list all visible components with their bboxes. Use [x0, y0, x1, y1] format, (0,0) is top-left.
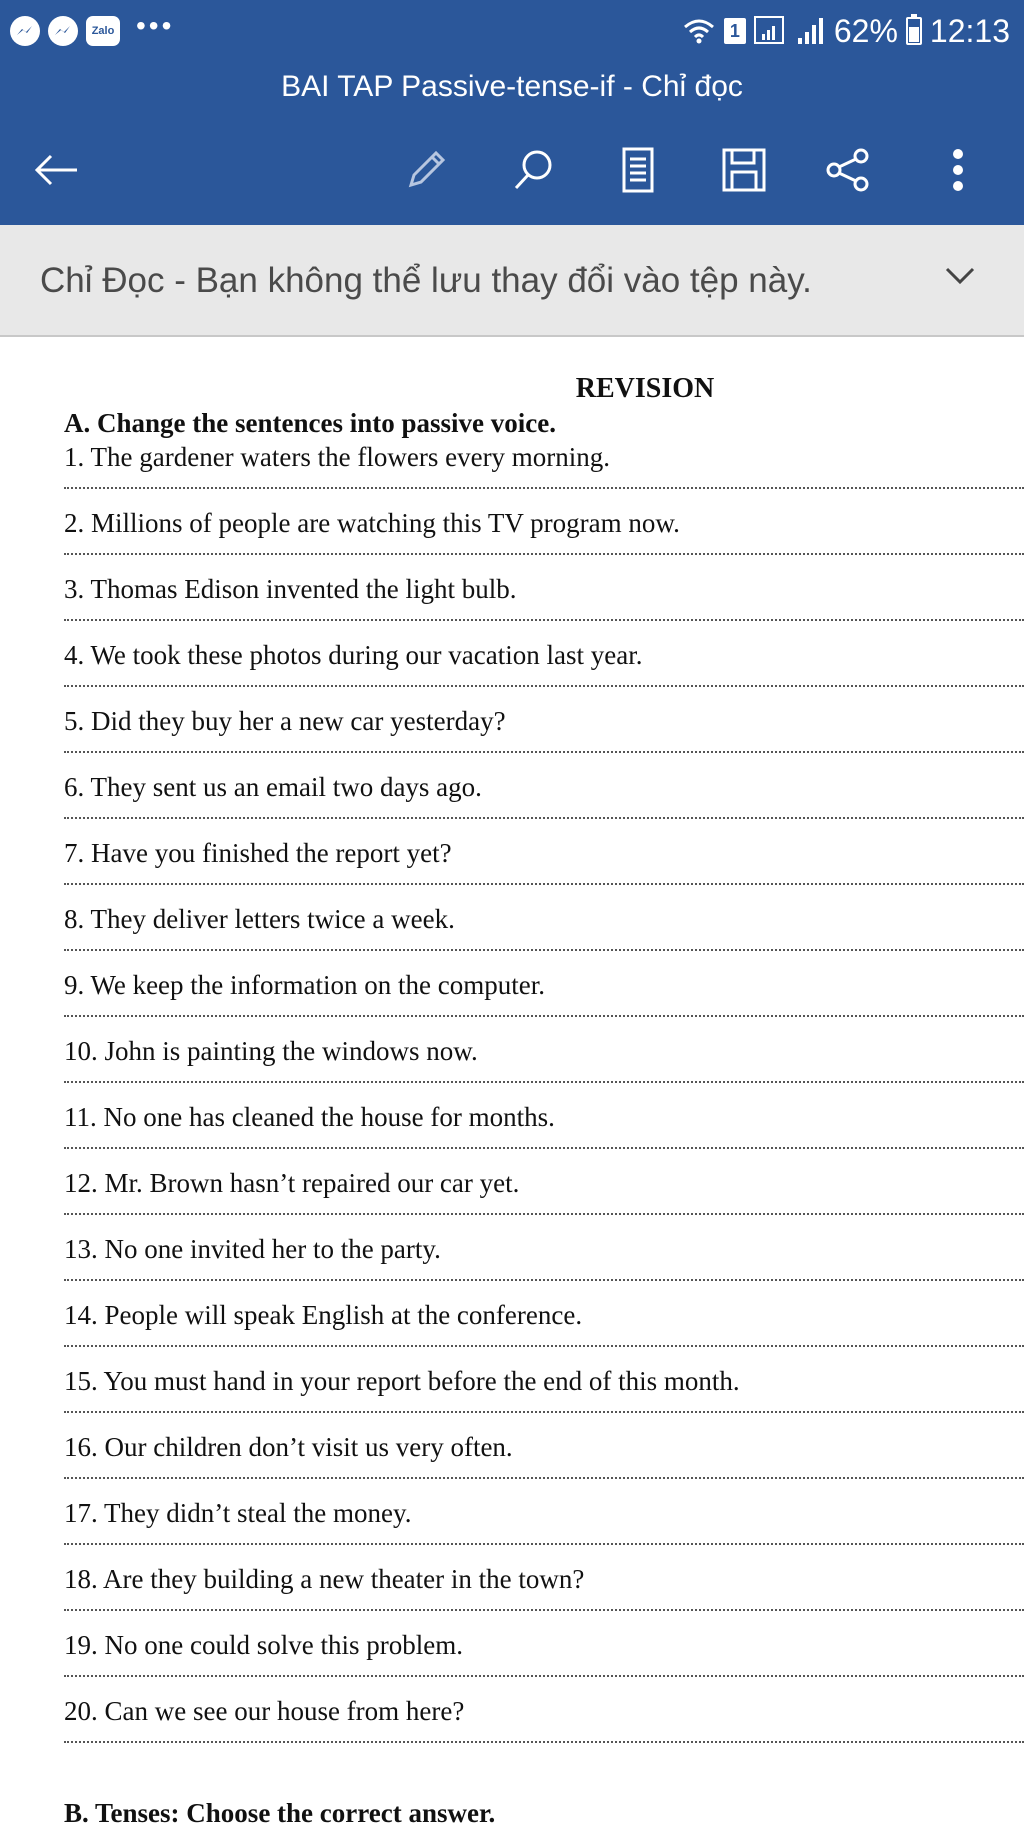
messenger-icon [48, 16, 78, 46]
toolbar [0, 130, 1024, 210]
question-text: 11. No one has cleaned the house for months. [64, 1102, 555, 1132]
question-list [64, 437, 1024, 1757]
answer-line [64, 1345, 1024, 1347]
edit-button[interactable] [394, 130, 458, 210]
chevron-down-icon[interactable] [944, 263, 976, 287]
question-text: 8. They deliver letters twice a week. [64, 904, 455, 934]
question-text: 18. Are they building a new theater in the town? [64, 1564, 585, 1594]
document-page [0, 337, 1024, 1828]
question-text: 19. No one could solve this problem. [64, 1630, 463, 1660]
question-text: 15. You must hand in your report before the end of this month. [64, 1366, 740, 1396]
question-text: 7. Have you finished the report yet? [64, 838, 452, 868]
signal-icon [754, 16, 788, 46]
answer-line [64, 1609, 1024, 1611]
signal-bars-icon [796, 16, 826, 46]
list-item [64, 1493, 1024, 1559]
section-a-title: A. Change the sentences into passive voice. [64, 408, 556, 438]
list-item [64, 1163, 1024, 1229]
answer-line [64, 1015, 1024, 1017]
question-text: 9. We keep the information on the computer. [64, 970, 545, 1000]
list-item [64, 767, 1024, 833]
search-button[interactable] [502, 130, 566, 210]
section-b-title: B. Tenses: Choose the correct answer. [64, 1798, 496, 1828]
question-text: 1. The gardener waters the flowers every morning. [64, 442, 611, 472]
answer-line [64, 1213, 1024, 1215]
question-text: 2. Millions of people are watching this TV program now. [64, 508, 680, 538]
list-item [64, 1691, 1024, 1757]
question-text: 14. People will speak English at the conference. [64, 1300, 583, 1330]
question-text: 4. We took these photos during our vacation last year. [64, 640, 643, 670]
list-item [64, 1031, 1024, 1097]
more-options-button[interactable] [926, 130, 990, 210]
messenger-icon [10, 16, 40, 46]
list-item [64, 1295, 1024, 1361]
answer-line [64, 1411, 1024, 1413]
list-item [64, 569, 1024, 635]
wifi-icon [682, 17, 716, 45]
list-item [64, 833, 1024, 899]
sim-slot-badge: 1 [724, 18, 746, 44]
battery-percent: 62% [833, 12, 898, 49]
list-item [64, 1361, 1024, 1427]
question-text: 5. Did they buy her a new car yesterday? [64, 706, 506, 736]
read-only-message: Chỉ Đọc - Bạn không thể lưu thay đổi vào tệp này. [40, 261, 812, 300]
app-header [0, 0, 1024, 225]
clock: 12:13 [929, 12, 1010, 49]
save-button[interactable] [712, 130, 776, 210]
question-text: 13. No one invited her to the party. [64, 1234, 441, 1264]
answer-line [64, 949, 1024, 951]
list-item [64, 437, 1024, 503]
answer-line [64, 1543, 1024, 1545]
list-item [64, 635, 1024, 701]
list-item [64, 899, 1024, 965]
more-vertical-icon [951, 147, 965, 193]
save-icon [721, 147, 767, 193]
status-bar [0, 0, 1024, 62]
answer-line [64, 1741, 1024, 1743]
question-text: 17. They didn’t steal the money. [64, 1498, 412, 1528]
pencil-icon [403, 147, 449, 193]
answer-line [64, 1279, 1024, 1281]
answer-line [64, 1081, 1024, 1083]
share-button[interactable] [816, 130, 880, 210]
answer-line [64, 619, 1024, 621]
answer-line [64, 685, 1024, 687]
list-item [64, 965, 1024, 1031]
share-icon [825, 147, 871, 193]
more-notifications-icon: ••• [136, 10, 175, 41]
notification-icons [10, 10, 175, 48]
answer-line [64, 1477, 1024, 1479]
answer-line [64, 751, 1024, 753]
list-item [64, 1559, 1024, 1625]
list-item [64, 1625, 1024, 1691]
back-button[interactable] [24, 130, 88, 210]
list-item [64, 1229, 1024, 1295]
answer-line [64, 817, 1024, 819]
question-text: 3. Thomas Edison invented the light bulb. [64, 574, 517, 604]
list-item [64, 503, 1024, 569]
answer-line [64, 1147, 1024, 1149]
answer-line [64, 883, 1024, 885]
answer-line [64, 487, 1024, 489]
answer-line [64, 553, 1024, 555]
question-text: 12. Mr. Brown hasn’t repaired our car yet. [64, 1168, 520, 1198]
document-title: BAI TAP Passive-tense-if - Chỉ đọc [281, 70, 743, 103]
question-text: 16. Our children don’t visit us very often. [64, 1432, 513, 1462]
question-text: 20. Can we see our house from here? [64, 1696, 465, 1726]
zalo-icon: Zalo [86, 16, 120, 46]
read-only-banner[interactable] [0, 225, 1024, 337]
document-heading: REVISION [575, 373, 715, 404]
back-arrow-icon [33, 153, 79, 187]
list-item [64, 1427, 1024, 1493]
answer-line [64, 1675, 1024, 1677]
question-text: 10. John is painting the windows now. [64, 1036, 478, 1066]
search-icon [511, 147, 557, 193]
system-status [682, 12, 1010, 50]
reading-view-icon [621, 147, 655, 193]
reading-view-button[interactable] [606, 130, 670, 210]
battery-icon [906, 17, 922, 45]
question-text: 6. They sent us an email two days ago. [64, 772, 482, 802]
list-item [64, 1097, 1024, 1163]
list-item [64, 701, 1024, 767]
